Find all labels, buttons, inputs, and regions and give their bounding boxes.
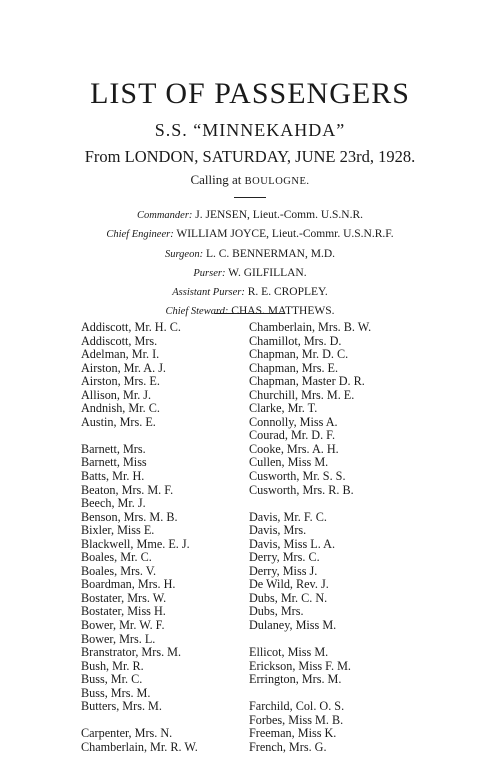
passenger-entry: Davis, Mr. F. C.: [249, 509, 327, 524]
officers-list: [0, 206, 500, 322]
officer-role: Surgeon:: [164, 248, 204, 260]
passenger-entry: Bostater, Mrs. W.: [81, 590, 167, 605]
officer-line: [0, 206, 500, 225]
passenger-entry: Derry, Mrs. C.: [249, 550, 320, 565]
passenger-entry: Boales, Mr. C.: [81, 550, 152, 565]
passenger-entry: Cusworth, Mrs. R. B.: [249, 482, 354, 497]
passenger-entry: Barnett, Mrs.: [81, 441, 146, 456]
calling-prefix: Calling at: [190, 172, 242, 187]
officer-name: CHAS. MATTHEWS.: [231, 305, 335, 318]
officer-name: L. C. BENNERMAN, M.D.: [205, 247, 336, 260]
letter-gap: [249, 497, 424, 511]
passenger-entry: Clarke, Mr. T.: [249, 401, 318, 416]
passenger-entry: Derry, Miss J.: [249, 563, 318, 578]
passenger-entry: Chamberlain, Mr. R. W.: [81, 739, 198, 754]
passenger-entry: Cooke, Mrs. A. H.: [249, 441, 339, 456]
divider-long: [215, 313, 285, 314]
letter-gap: [81, 714, 246, 728]
ship-name: S.S. “MINNEKAHDA”: [154, 120, 346, 140]
officer-line: [0, 245, 500, 264]
passengers-column-right: [249, 321, 424, 755]
passenger-entry: Branstrator, Mrs. M.: [81, 645, 182, 660]
passenger-entry: Boardman, Mrs. H.: [81, 577, 176, 592]
officer-name: WILLIAM JOYCE, Lieut.-Commr. U.S.N.R.F.: [176, 228, 394, 241]
passenger-entry: Erickson, Miss F. M.: [249, 658, 351, 673]
passenger-entry: Dubs, Mr. C. N.: [249, 590, 328, 605]
passenger-entry: Chamberlain, Mrs. B. W.: [249, 320, 372, 334]
passenger-entry: Dubs, Mrs.: [249, 604, 304, 619]
passenger-entry: Bush, Mr. R.: [81, 658, 144, 673]
officer-role: Purser:: [193, 267, 226, 279]
divider-short: [234, 197, 266, 198]
officer-line: [0, 264, 500, 283]
passenger-entry: Davis, Mrs.: [249, 523, 307, 538]
letter-gap: [249, 633, 424, 647]
passenger-entry: Courad, Mr. D. F.: [249, 428, 336, 443]
officer-name: J. JENSEN, Lieut.-Comm. U.S.N.R.: [195, 209, 363, 221]
passenger-entry: Ellicot, Miss M.: [249, 645, 329, 660]
passenger-entry: Chamillot, Mrs. D.: [249, 333, 342, 348]
officer-role: Commander:: [136, 210, 193, 221]
calling-line: [0, 172, 500, 190]
passenger-entry: Barnett, Miss: [81, 455, 147, 470]
passenger-entry: Cusworth, Mr. S. S.: [249, 469, 346, 484]
officer-name: W. GILFILLAN.: [228, 266, 307, 279]
passengers-column-left: [81, 321, 246, 755]
officer-role: Chief Engineer:: [106, 229, 174, 241]
passenger-entry: Beaton, Mrs. M. F.: [81, 482, 174, 497]
passenger-entry: Allison, Mr. J.: [81, 387, 152, 402]
calling-port: BOULOGNE.: [244, 176, 310, 187]
letter-gap: [81, 429, 246, 443]
officer-line: [0, 283, 500, 302]
passenger-entry: Chapman, Mr. D. C.: [249, 347, 349, 362]
passenger-entry: Connolly, Miss A.: [249, 414, 338, 429]
passenger-entry: Andnish, Mr. C.: [81, 401, 160, 416]
passenger-entry: Airston, Mrs. E.: [81, 374, 160, 389]
passenger-entry: Adelman, Mr. I.: [81, 347, 160, 362]
passenger-entry: Chapman, Master D. R.: [249, 374, 365, 389]
passenger-entry: Errington, Mrs. M.: [249, 672, 342, 687]
passenger-entry: Bower, Mr. W. F.: [81, 618, 165, 633]
passenger-entry: Farchild, Col. O. S.: [249, 699, 345, 714]
passenger-entry: Freeman, Miss K.: [249, 726, 337, 741]
letter-gap: [249, 687, 424, 701]
passenger-entry: French, Mrs. G.: [249, 739, 327, 754]
passenger-entry: Churchill, Mrs. M. E.: [249, 387, 355, 402]
officer-name: R. E. CROPLEY.: [247, 286, 328, 299]
passenger-entry: Chapman, Mrs. E.: [249, 360, 339, 375]
officer-role: Assistant Purser:: [172, 287, 245, 299]
passenger-entry: Dulaney, Miss M.: [249, 618, 337, 633]
passenger-entry: Bixler, Miss E.: [81, 523, 155, 538]
passenger-entry: Batts, Mr. H.: [81, 469, 145, 484]
passenger-entry: Benson, Mrs. M. B.: [81, 509, 178, 524]
passenger-entry: Bower, Mrs. L.: [81, 631, 156, 646]
passenger-entry: Buss, Mrs. M.: [81, 685, 151, 700]
passenger-entry: Boales, Mrs. V.: [81, 563, 157, 578]
passenger-entry: De Wild, Rev. J.: [249, 577, 329, 592]
passenger-entry: Buss, Mr. C.: [81, 672, 143, 687]
passenger-entry: Addiscott, Mr. H. C.: [81, 320, 181, 334]
passenger-entry: Davis, Miss L. A.: [249, 536, 335, 551]
passenger-entry: Airston, Mr. A. J.: [81, 360, 166, 375]
passenger-entry: Beech, Mr. J.: [81, 496, 146, 511]
passenger-entry: Bostater, Miss H.: [81, 604, 166, 619]
passenger-entry: Carpenter, Mrs. N.: [81, 726, 173, 741]
passenger-entry: Addiscott, Mrs.: [81, 333, 158, 348]
officer-line: [0, 225, 500, 244]
page-title: LIST OF PASSENGERS: [90, 77, 410, 110]
officer-role: Chief Steward:: [165, 306, 229, 318]
passenger-entry: Austin, Mrs. E.: [81, 414, 156, 429]
passenger-entry: Forbes, Miss M. B.: [249, 712, 344, 727]
departure-line: From LONDON, SATURDAY, JUNE 23rd, 1928.: [84, 147, 416, 166]
passenger-entry: Blackwell, Mme. E. J.: [81, 536, 190, 551]
passenger-entry: Butters, Mrs. M.: [81, 699, 162, 714]
passenger-entry: Cullen, Miss M.: [249, 455, 329, 470]
